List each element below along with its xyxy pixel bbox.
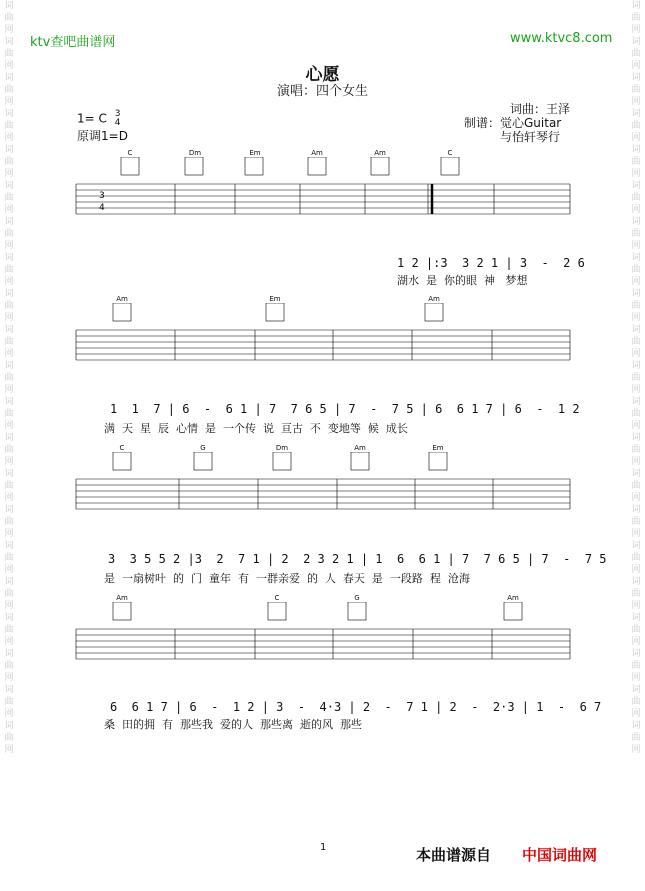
chord-diagrams [121,157,459,175]
arranger-credit-2: 与怡轩琴行 [500,130,561,144]
arranger-credit: 制谱：觉心Guitar [464,116,562,130]
right-site-url[interactable]: www.ktvc8.com [510,31,613,46]
right-watermark-column: 词曲网词曲网词曲网词曲网词曲网词曲网词曲网词曲网词曲网词曲网词曲网词曲网词曲网词曲网词曲网词曲网词曲网词曲网词曲网词曲网词曲网 [631,1,641,755]
tab-staff-4 [0,602,645,674]
numbered-notation-row: 6 6 1 7 | 6 - 1 2 | 3 - 4·3 | 2 - 7 1 | 2 - 2·3 | 1 - 6 7 [110,700,602,714]
composer-credit: 词曲：王泽 [510,102,571,116]
original-key: 原调1=D [77,129,128,143]
song-title: 心愿 [305,65,340,85]
chord-label: Em [269,295,281,303]
chord-label: Am [311,149,323,157]
chord-label: C [119,444,125,452]
chord-label: Dm [188,149,202,157]
left-watermark-column: 词曲网词曲网词曲网词曲网词曲网词曲网词曲网词曲网词曲网词曲网词曲网词曲网词曲网词曲网词曲网词曲网词曲网词曲网词曲网词曲网词曲网 [4,1,14,755]
lyric-row: 湖水 是 你的眼 神 梦想 [397,274,528,287]
source-label: 本曲谱源自 [416,846,492,864]
chord-label: G [200,444,206,452]
page-number: 1 [320,842,327,853]
chord-label: C [127,149,133,157]
numbered-notation-row: 1 1 7 | 6 - 6 1 | 7 7 6 5 | 7 - 7 5 | 6 6 1 7 | 6 - 1 2 [110,402,580,416]
tab-staff-1 [0,157,645,229]
time-signature [115,110,121,128]
chord-label: Am [116,594,128,602]
chord-label: G [354,594,360,602]
tab-staff-2 [0,303,645,375]
key-label: 1= C [77,111,107,126]
chord-label: Am [428,295,440,303]
lyric-row: 满 天 星 辰 心情 是 一个传 说 亘古 不 变地等 候 成长 [104,422,408,435]
chord-label: Am [507,594,519,602]
numbered-notation-row: 3 3 5 5 2 |3 2 7 1 | 2 2 3 2 1 | 1 6 6 1 | 7 7 6 5 | 7 - 7 5 [108,552,607,566]
left-site-label[interactable]: ktv查吧曲谱网 [30,35,116,50]
svg-text:3: 3 [99,191,105,201]
chord-label: Em [432,444,444,452]
chord-label: Am [354,444,366,452]
chord-label: C [274,594,280,602]
key-signature [77,110,120,128]
chord-label: Dm [275,444,289,452]
time-top: 3 [114,109,121,119]
chord-label: Am [116,295,128,303]
lyric-row: 桑 田的拥 有 那些我 爱的人 那些离 逝的风 那些 [104,718,362,731]
lyric-row: 是 一扇树叶 的 门 童年 有 一群亲爱 的 人 春天 是 一段路 程 沧海 [104,572,470,585]
singer-line: 演唱：四个女生 [276,84,368,99]
chord-label: Em [249,149,261,157]
time-bottom: 4 [114,118,121,128]
tab-staff-3 [0,452,645,524]
svg-text:4: 4 [99,203,105,213]
source-site-link[interactable]: 中国词曲网 [522,846,598,864]
chord-label: Am [374,149,386,157]
numbered-notation-row: 1 2 |:3 3 2 1 | 3 - 2 6 [397,256,585,270]
chord-label: C [447,149,453,157]
